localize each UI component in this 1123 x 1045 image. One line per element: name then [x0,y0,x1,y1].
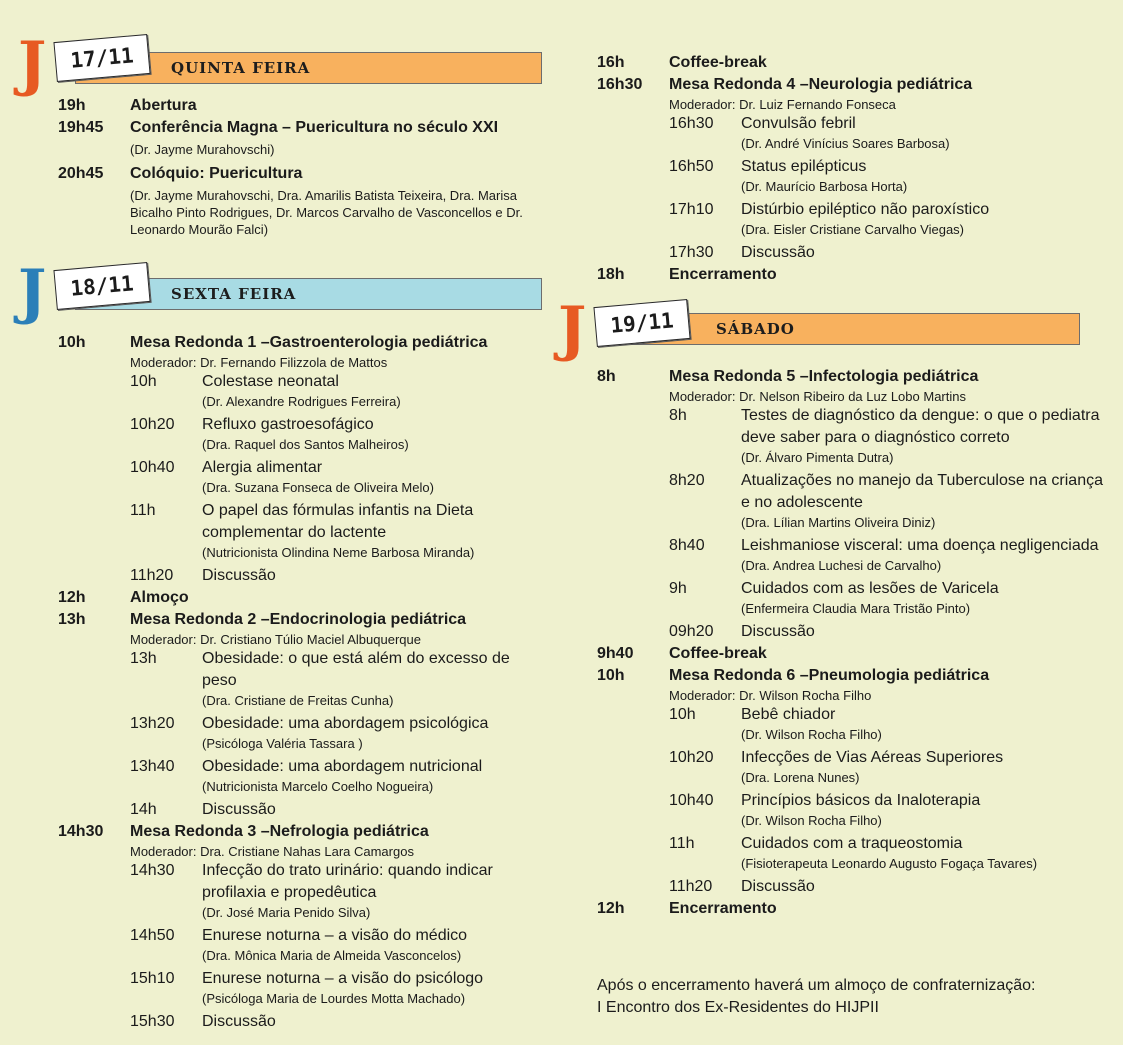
day-header-1 [0,29,560,99]
talk-time: 14h50 [130,927,175,944]
talk-title: Status epilépticus [741,158,867,175]
talk-speaker: (Psicóloga Maria de Lourdes Motta Machado) [202,991,466,1006]
session-title: Conferência Magna – Puericultura no século XXI [130,119,499,136]
talk-speaker: (Dr. Wilson Rocha Filho) [741,813,882,828]
talk-time: 8h40 [669,537,705,554]
talk-time: 16h30 [669,115,714,132]
talk-item [669,470,1112,514]
talk-time: 13h [130,650,157,667]
talk-speaker: (Dr. Wilson Rocha Filho) [741,727,882,742]
schedule-item [597,643,1112,665]
talk-title: Discussão [202,801,276,818]
session-title: Coffee-break [669,645,767,662]
session-title: Encerramento [669,266,777,283]
talk-time: 15h10 [130,970,175,987]
talk-title: O papel das fórmulas infantis na Dieta complementar do lactente [202,502,474,541]
talk-speaker: (Fisioterapeuta Leonardo Augusto Fogaça Tavares) [741,856,1038,871]
talk-title: Infecção do trato urinário: quando indicar profilaxia e propedêutica [202,862,493,901]
schedule-item [597,898,1112,920]
schedule-item [58,117,548,139]
session-title: Mesa Redonda 4 –Neurologia pediátrica [669,76,973,93]
talk-time: 14h30 [130,862,175,879]
talk-speaker: (Dra. Eisler Cristiane Carvalho Viegas) [741,222,965,237]
talk-title: Testes de diagnóstico da dengue: o que o pediatra deve saber para o diagnóstico correto [741,407,1100,446]
talk-speaker: (Dr. André Vinícius Soares Barbosa) [741,136,950,151]
talk-item [669,242,1107,264]
talk-item [669,704,1112,726]
talk-time: 11h20 [130,567,174,584]
talk-item [130,1011,548,1033]
session-time: 12h [58,589,86,606]
talk-time: 16h50 [669,158,714,175]
session-title: Coffee-break [669,54,767,71]
schedule-item [58,609,548,631]
talk-item [669,621,1112,643]
talk-item [130,799,548,821]
day-name: SÁBADO [716,320,795,338]
talk-time: 11h [130,502,156,519]
talk-item [669,790,1112,812]
talk-title: Infecções de Vias Aéreas Superiores [741,749,1004,766]
talk-item [669,156,1107,178]
talk-title: Cuidados com as lesões de Varicela [741,580,999,597]
talk-item [669,833,1112,855]
closing-note [597,975,1112,1019]
talk-item [130,756,548,778]
talk-speaker: (Dra. Raquel dos Santos Malheiros) [202,437,409,452]
j-logo-icon: J [18,257,47,327]
talk-item [130,925,548,947]
talk-speaker: (Dra. Mônica Maria de Almeida Vasconcelos) [202,948,462,963]
talk-title: Alergia alimentar [202,459,323,476]
talk-title: Colestase neonatal [202,373,339,390]
schedule-item [597,366,1112,388]
talk-title: Cuidados com a traqueostomia [741,835,963,852]
talk-time: 11h20 [669,878,713,895]
talk-title: Princípios básicos da Inaloterapia [741,792,981,809]
date-card-3 [593,299,690,347]
moderator: Moderador: Dr. Nelson Ribeiro da Luz Lobo Martins [669,389,966,404]
schedule-day-1 [58,95,548,243]
talk-item [669,113,1107,135]
talk-item [669,747,1112,769]
talk-title: Distúrbio epiléptico não paroxístico [741,201,990,218]
talk-time: 10h [669,706,696,723]
talk-item [669,535,1112,557]
session-title: Encerramento [669,900,777,917]
talk-speaker: (Dra. Lorena Nunes) [741,770,860,785]
session-title: Mesa Redonda 2 –Endocrinologia pediátrica [130,611,467,628]
session-time: 16h [597,54,625,71]
schedule-day-2-continued [597,52,1107,286]
talk-title: Discussão [202,1013,276,1030]
session-time: 9h40 [597,645,634,662]
talk-time: 8h [669,407,687,424]
talk-item [130,713,548,735]
talk-title: Bebê chiador [741,706,836,723]
closing-note-line-2: I Encontro dos Ex-Residentes do HIJPII [597,999,879,1016]
talk-title: Atualizações no manejo da Tuberculose na criança e no adolescente [741,472,1103,511]
talk-time: 13h20 [130,715,175,732]
session-title: Mesa Redonda 5 –Infectologia pediátrica [669,368,979,385]
session-title: Mesa Redonda 6 –Pneumologia pediátrica [669,667,990,684]
session-title: Mesa Redonda 1 –Gastroenterologia pediátrica [130,334,488,351]
session-time: 16h30 [597,76,643,93]
j-logo-icon: J [558,294,587,364]
talk-time: 11h [669,835,695,852]
talk-item [669,578,1112,600]
talk-item [130,371,548,393]
talk-speaker: (Enfermeira Claudia Mara Tristão Pinto) [741,601,971,616]
talk-speaker: (Nutricionista Olindina Neme Barbosa Miranda) [202,545,475,560]
session-time: 19h [58,97,86,114]
talk-title: Obesidade: uma abordagem psicológica [202,715,489,732]
talk-speaker: (Dra. Andrea Luchesi de Carvalho) [741,558,942,573]
date-card-2 [53,262,150,310]
talk-title: Discussão [741,244,815,261]
session-time: 13h [58,611,86,628]
session-title: Almoço [130,589,189,606]
schedule-day-3 [597,366,1112,920]
moderator: Moderador: Dra. Cristiane Nahas Lara Camargos [130,844,414,859]
talk-speaker: (Dr. Alexandre Rodrigues Ferreira) [202,394,401,409]
date-label: 17/11 [69,43,135,73]
session-time: 18h [597,266,625,283]
talk-time: 15h30 [130,1013,175,1030]
day-name: QUINTA FEIRA [171,59,311,77]
talk-speaker: (Nutricionista Marcelo Coelho Nogueira) [202,779,434,794]
talk-item [130,457,548,479]
session-title: Colóquio: Puericultura [130,165,303,182]
talk-title: Enurese noturna – a visão do médico [202,927,468,944]
talk-time: 10h40 [669,792,714,809]
talk-item [130,860,548,904]
talk-item [130,414,548,436]
session-time: 10h [597,667,625,684]
talk-title: Discussão [741,878,815,895]
talk-time: 09h20 [669,623,714,640]
day-header-2 [0,257,560,327]
talk-title: Discussão [202,567,276,584]
talk-speaker: (Dr. José Maria Penido Silva) [202,905,371,920]
talk-title: Convulsão febril [741,115,856,132]
j-logo-icon: J [18,29,47,99]
talk-item [669,199,1107,221]
talk-title: Enurese noturna – a visão do psicólogo [202,970,484,987]
session-speakers: (Dr. Jayme Murahovschi, Dra. Amarilis Batista Teixeira, Dra. Marisa Bicalho Pinto Rodrigues, Dr. Marcos Carvalho de Vasconcellos e Dr. Leonardo Mourão Falci) [130,188,523,237]
talk-item [669,405,1112,449]
moderator: Moderador: Dr. Wilson Rocha Filho [669,688,872,703]
schedule-item [58,163,548,185]
talk-item [130,648,548,692]
session-time: 10h [58,334,86,351]
talk-speaker: (Dra. Lílian Martins Oliveira Diniz) [741,515,936,530]
schedule-item [597,52,1107,74]
talk-title: Discussão [741,623,815,640]
date-label: 18/11 [69,271,135,301]
talk-time: 10h20 [669,749,714,766]
schedule-item [58,332,548,354]
talk-speaker: (Dr. Maurício Barbosa Horta) [741,179,908,194]
schedule-item [58,587,548,609]
talk-item [130,968,548,990]
talk-title: Refluxo gastroesofágico [202,416,374,433]
session-time: 14h30 [58,823,104,840]
talk-time: 14h [130,801,157,818]
talk-speaker: (Dr. Álvaro Pimenta Dutra) [741,450,894,465]
talk-time: 10h40 [130,459,175,476]
talk-time: 9h [669,580,687,597]
session-time: 19h45 [58,119,104,136]
closing-note-line-1: Após o encerramento haverá um almoço de confraternização: [597,977,1036,994]
talk-time: 17h10 [669,201,714,218]
moderator: Moderador: Dr. Fernando Filizzola de Mattos [130,355,388,370]
talk-time: 10h [130,373,157,390]
session-title: Mesa Redonda 3 –Nefrologia pediátrica [130,823,429,840]
date-label: 19/11 [609,308,675,338]
talk-speaker: (Dra. Suzana Fonseca de Oliveira Melo) [202,480,434,495]
session-title: Abertura [130,97,197,114]
talk-title: Leishmaniose visceral: uma doença negligenciada [741,537,1099,554]
talk-time: 13h40 [130,758,175,775]
talk-speaker: (Psicóloga Valéria Tassara ) [202,736,363,751]
schedule-item [58,821,548,843]
talk-item [130,565,548,587]
schedule-item [597,264,1107,286]
schedule-item [597,665,1112,687]
talk-title: Obesidade: o que está além do excesso de peso [202,650,510,689]
talk-time: 17h30 [669,244,714,261]
schedule-item [597,74,1107,96]
talk-time: 8h20 [669,472,705,489]
session-time: 8h [597,368,616,385]
talk-item [669,876,1112,898]
talk-time: 10h20 [130,416,175,433]
session-time: 12h [597,900,625,917]
moderator: Moderador: Dr. Luiz Fernando Fonseca [669,97,896,112]
moderator: Moderador: Dr. Cristiano Túlio Maciel Albuquerque [130,632,421,647]
session-time: 20h45 [58,165,104,182]
session-speakers: (Dr. Jayme Murahovschi) [130,142,275,157]
date-card-1 [53,34,150,82]
talk-title: Obesidade: uma abordagem nutricional [202,758,483,775]
schedule-item [58,95,548,117]
schedule-day-2 [58,332,548,1033]
day-header-3 [558,294,1123,364]
talk-speaker: (Dra. Cristiane de Freitas Cunha) [202,693,394,708]
talk-item [130,500,548,544]
day-name: SEXTA FEIRA [171,285,297,303]
